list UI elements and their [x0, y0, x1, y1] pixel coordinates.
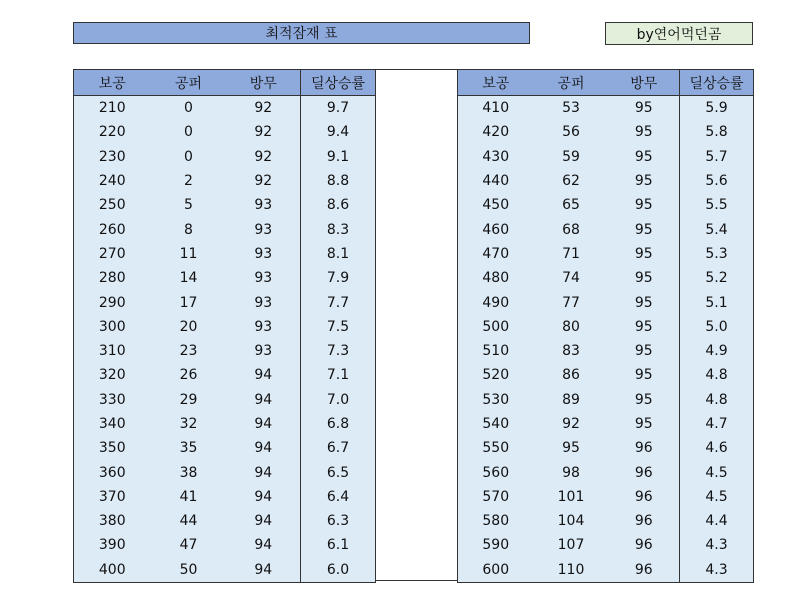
col-header-damage-increase: 딜상승률 — [301, 70, 376, 96]
cell-bangmu: 95 — [609, 388, 680, 412]
cell-bogong: 540 — [458, 412, 534, 436]
table-row — [74, 363, 376, 387]
cell-bogong: 560 — [458, 460, 534, 484]
table-row — [74, 266, 376, 290]
cell-damage-increase: 6.8 — [301, 412, 376, 436]
table-row — [74, 460, 376, 484]
table-row — [458, 120, 754, 144]
stats-table-right — [457, 69, 754, 583]
cell-bangmu: 94 — [227, 363, 301, 387]
cell-bogong: 340 — [74, 412, 151, 436]
cell-gongper: 0 — [151, 120, 227, 144]
cell-bangmu: 92 — [227, 120, 301, 144]
col-header-damage-increase: 딜상승률 — [680, 70, 754, 96]
table-row — [74, 558, 376, 583]
cell-damage-increase: 8.3 — [301, 217, 376, 241]
cell-bangmu: 94 — [227, 558, 301, 583]
cell-bogong: 520 — [458, 363, 534, 387]
cell-damage-increase: 9.4 — [301, 120, 376, 144]
cell-bogong: 350 — [74, 436, 151, 460]
cell-bogong: 250 — [74, 193, 151, 217]
cell-bogong: 460 — [458, 217, 534, 241]
table-row — [74, 533, 376, 557]
table-row — [74, 96, 376, 121]
cell-bangmu: 92 — [227, 96, 301, 121]
cell-bogong: 440 — [458, 169, 534, 193]
cell-gongper: 68 — [534, 217, 609, 241]
cell-bogong: 580 — [458, 509, 534, 533]
table-row — [458, 460, 754, 484]
table-row — [74, 290, 376, 314]
cell-gongper: 29 — [151, 388, 227, 412]
table-row — [74, 388, 376, 412]
table-row — [74, 412, 376, 436]
cell-bogong: 600 — [458, 558, 534, 583]
cell-damage-increase: 5.4 — [680, 217, 754, 241]
cell-damage-increase: 7.9 — [301, 266, 376, 290]
cell-damage-increase: 6.1 — [301, 533, 376, 557]
table-row — [74, 485, 376, 509]
cell-gongper: 98 — [534, 460, 609, 484]
cell-bogong: 470 — [458, 242, 534, 266]
cell-gongper: 38 — [151, 460, 227, 484]
cell-gongper: 71 — [534, 242, 609, 266]
cell-gongper: 47 — [151, 533, 227, 557]
table-row — [74, 169, 376, 193]
cell-bogong: 290 — [74, 290, 151, 314]
table-row — [458, 339, 754, 363]
cell-bangmu: 95 — [609, 96, 680, 121]
table-row — [74, 242, 376, 266]
cell-damage-increase: 4.7 — [680, 412, 754, 436]
cell-bangmu: 95 — [609, 339, 680, 363]
cell-gongper: 17 — [151, 290, 227, 314]
cell-bogong: 300 — [74, 315, 151, 339]
cell-damage-increase: 4.3 — [680, 533, 754, 557]
cell-damage-increase: 4.3 — [680, 558, 754, 583]
col-header-bangmu: 방무 — [227, 70, 301, 96]
cell-bangmu: 95 — [609, 290, 680, 314]
cell-damage-increase: 4.9 — [680, 339, 754, 363]
cell-bangmu: 93 — [227, 193, 301, 217]
table-row — [74, 509, 376, 533]
cell-gongper: 80 — [534, 315, 609, 339]
cell-gongper: 83 — [534, 339, 609, 363]
cell-damage-increase: 4.6 — [680, 436, 754, 460]
table-row — [74, 120, 376, 144]
cell-bangmu: 92 — [227, 145, 301, 169]
cell-gongper: 2 — [151, 169, 227, 193]
cell-bangmu: 96 — [609, 460, 680, 484]
cell-bogong: 430 — [458, 145, 534, 169]
col-header-bangmu: 방무 — [609, 70, 680, 96]
cell-damage-increase: 9.7 — [301, 96, 376, 121]
cell-bangmu: 96 — [609, 533, 680, 557]
cell-damage-increase: 4.5 — [680, 460, 754, 484]
cell-bogong: 570 — [458, 485, 534, 509]
cell-damage-increase: 4.8 — [680, 388, 754, 412]
header-row — [458, 70, 754, 96]
cell-damage-increase: 6.3 — [301, 509, 376, 533]
cell-bangmu: 94 — [227, 533, 301, 557]
cell-bangmu: 94 — [227, 388, 301, 412]
table-title: 최적잠재 표 — [73, 22, 530, 44]
cell-gongper: 20 — [151, 315, 227, 339]
cell-gongper: 62 — [534, 169, 609, 193]
stats-table-left — [73, 69, 376, 583]
cell-bangmu: 96 — [609, 509, 680, 533]
cell-gongper: 11 — [151, 242, 227, 266]
cell-gongper: 65 — [534, 193, 609, 217]
cell-bangmu: 95 — [609, 193, 680, 217]
cell-bangmu: 94 — [227, 485, 301, 509]
cell-gongper: 50 — [151, 558, 227, 583]
cell-bangmu: 96 — [609, 485, 680, 509]
cell-gongper: 92 — [534, 412, 609, 436]
cell-gongper: 44 — [151, 509, 227, 533]
cell-bogong: 530 — [458, 388, 534, 412]
cell-bangmu: 95 — [609, 145, 680, 169]
cell-gongper: 104 — [534, 509, 609, 533]
cell-bogong: 390 — [74, 533, 151, 557]
cell-bogong: 230 — [74, 145, 151, 169]
table-row — [74, 145, 376, 169]
cell-damage-increase: 6.4 — [301, 485, 376, 509]
cell-bangmu: 94 — [227, 436, 301, 460]
table-row — [74, 339, 376, 363]
cell-damage-increase: 6.0 — [301, 558, 376, 583]
table-row — [458, 193, 754, 217]
table-row — [74, 315, 376, 339]
cell-gongper: 89 — [534, 388, 609, 412]
cell-gongper: 77 — [534, 290, 609, 314]
table-row — [458, 290, 754, 314]
cell-gongper: 110 — [534, 558, 609, 583]
cell-damage-increase: 5.5 — [680, 193, 754, 217]
cell-gongper: 32 — [151, 412, 227, 436]
cell-bogong: 280 — [74, 266, 151, 290]
cell-damage-increase: 6.7 — [301, 436, 376, 460]
cell-bogong: 260 — [74, 217, 151, 241]
table-row — [458, 485, 754, 509]
cell-bangmu: 94 — [227, 412, 301, 436]
table-row — [458, 509, 754, 533]
cell-bogong: 320 — [74, 363, 151, 387]
cell-damage-increase: 4.8 — [680, 363, 754, 387]
cell-bogong: 210 — [74, 96, 151, 121]
cell-bogong: 450 — [458, 193, 534, 217]
table-row — [458, 412, 754, 436]
cell-bogong: 370 — [74, 485, 151, 509]
cell-gongper: 95 — [534, 436, 609, 460]
cell-damage-increase: 4.5 — [680, 485, 754, 509]
cell-bogong: 400 — [74, 558, 151, 583]
table-row — [458, 436, 754, 460]
table-row — [458, 96, 754, 121]
cell-damage-increase: 5.6 — [680, 169, 754, 193]
cell-damage-increase: 7.0 — [301, 388, 376, 412]
cell-damage-increase: 7.5 — [301, 315, 376, 339]
table-row — [458, 242, 754, 266]
cell-bangmu: 95 — [609, 315, 680, 339]
cell-gongper: 74 — [534, 266, 609, 290]
cell-damage-increase: 8.8 — [301, 169, 376, 193]
cell-bangmu: 93 — [227, 217, 301, 241]
cell-bangmu: 95 — [609, 412, 680, 436]
cell-damage-increase: 7.7 — [301, 290, 376, 314]
cell-gongper: 101 — [534, 485, 609, 509]
cell-damage-increase: 8.6 — [301, 193, 376, 217]
cell-damage-increase: 4.4 — [680, 509, 754, 533]
col-header-gongper: 공퍼 — [534, 70, 609, 96]
cell-gongper: 26 — [151, 363, 227, 387]
cell-bangmu: 95 — [609, 266, 680, 290]
cell-gongper: 14 — [151, 266, 227, 290]
cell-bogong: 550 — [458, 436, 534, 460]
col-header-gongper: 공퍼 — [151, 70, 227, 96]
cell-bogong: 240 — [74, 169, 151, 193]
cell-damage-increase: 5.2 — [680, 266, 754, 290]
cell-damage-increase: 8.1 — [301, 242, 376, 266]
cell-damage-increase: 5.7 — [680, 145, 754, 169]
cell-bangmu: 93 — [227, 290, 301, 314]
cell-bogong: 220 — [74, 120, 151, 144]
cell-bangmu: 95 — [609, 363, 680, 387]
cell-bogong: 410 — [458, 96, 534, 121]
cell-gongper: 5 — [151, 193, 227, 217]
cell-gongper: 35 — [151, 436, 227, 460]
table-row — [74, 217, 376, 241]
cell-bogong: 590 — [458, 533, 534, 557]
cell-gongper: 53 — [534, 96, 609, 121]
table-row — [458, 533, 754, 557]
col-header-bogong: 보공 — [74, 70, 151, 96]
cell-gongper: 0 — [151, 96, 227, 121]
cell-gongper: 8 — [151, 217, 227, 241]
cell-bangmu: 95 — [609, 169, 680, 193]
cell-bogong: 490 — [458, 290, 534, 314]
table-gap — [375, 69, 458, 581]
table-row — [74, 193, 376, 217]
cell-damage-increase: 5.9 — [680, 96, 754, 121]
table-row — [458, 558, 754, 583]
cell-bogong: 380 — [74, 509, 151, 533]
cell-damage-increase: 5.3 — [680, 242, 754, 266]
cell-damage-increase: 7.3 — [301, 339, 376, 363]
header-row — [74, 70, 376, 96]
cell-bogong: 480 — [458, 266, 534, 290]
cell-bangmu: 93 — [227, 266, 301, 290]
table-row — [458, 169, 754, 193]
cell-bogong: 270 — [74, 242, 151, 266]
table-row — [458, 266, 754, 290]
cell-damage-increase: 5.0 — [680, 315, 754, 339]
table-row — [458, 363, 754, 387]
cell-gongper: 107 — [534, 533, 609, 557]
cell-bogong: 330 — [74, 388, 151, 412]
cell-gongper: 59 — [534, 145, 609, 169]
cell-bangmu: 96 — [609, 558, 680, 583]
cell-bogong: 310 — [74, 339, 151, 363]
table-row — [458, 145, 754, 169]
cell-bangmu: 95 — [609, 217, 680, 241]
cell-gongper: 41 — [151, 485, 227, 509]
table-row — [458, 388, 754, 412]
cell-gongper: 56 — [534, 120, 609, 144]
cell-bangmu: 95 — [609, 242, 680, 266]
table-row — [74, 436, 376, 460]
cell-bangmu: 93 — [227, 339, 301, 363]
cell-gongper: 0 — [151, 145, 227, 169]
cell-gongper: 86 — [534, 363, 609, 387]
cell-bangmu: 93 — [227, 242, 301, 266]
cell-bangmu: 93 — [227, 315, 301, 339]
table-row — [458, 315, 754, 339]
cell-damage-increase: 6.5 — [301, 460, 376, 484]
author-byline: by연어먹던곰 — [605, 22, 753, 45]
cell-bogong: 360 — [74, 460, 151, 484]
cell-bangmu: 92 — [227, 169, 301, 193]
cell-bangmu: 94 — [227, 509, 301, 533]
cell-bogong: 420 — [458, 120, 534, 144]
cell-damage-increase: 5.1 — [680, 290, 754, 314]
cell-damage-increase: 5.8 — [680, 120, 754, 144]
cell-bangmu: 95 — [609, 120, 680, 144]
cell-gongper: 23 — [151, 339, 227, 363]
cell-damage-increase: 7.1 — [301, 363, 376, 387]
cell-bangmu: 94 — [227, 460, 301, 484]
table-row — [458, 217, 754, 241]
cell-damage-increase: 9.1 — [301, 145, 376, 169]
cell-bangmu: 96 — [609, 436, 680, 460]
col-header-bogong: 보공 — [458, 70, 534, 96]
cell-bogong: 500 — [458, 315, 534, 339]
cell-bogong: 510 — [458, 339, 534, 363]
